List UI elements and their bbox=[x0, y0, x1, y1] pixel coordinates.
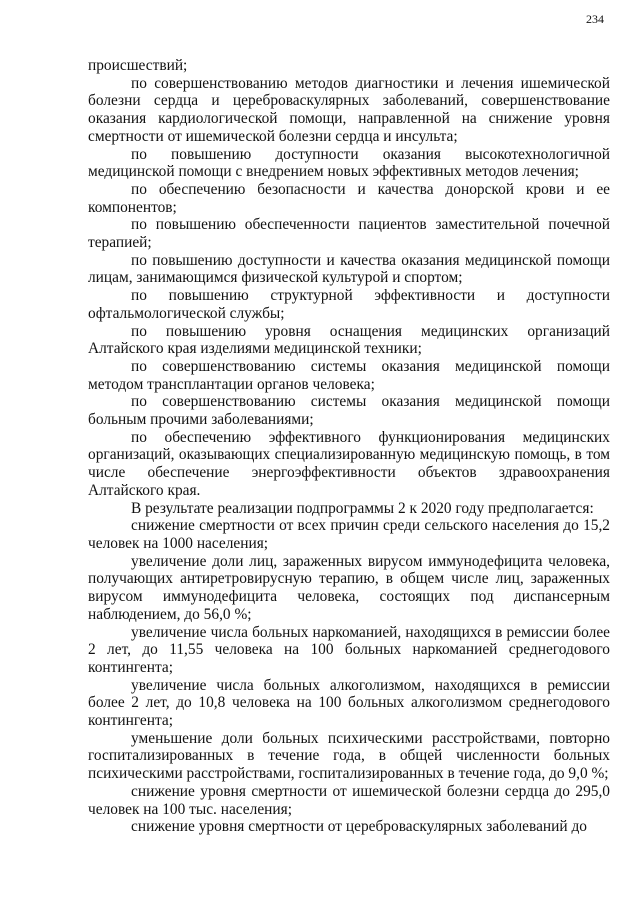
paragraph: увеличение числа больных наркоманией, находящихся в ремиссии более 2 лет, до 11,55 человека на 100 больных наркоманией среднегодового контингента; bbox=[88, 623, 610, 676]
paragraph: снижение смертности от всех причин среди сельского населения до 15,2 человек на 1000 населения; bbox=[88, 517, 610, 552]
page-body-text bbox=[88, 57, 610, 836]
paragraph: по повышению обеспеченности пациентов заместительной почечной терапией; bbox=[88, 216, 610, 252]
paragraph: по повышению уровня оснащения медицинских организаций Алтайского края изделиями медицинской техники; bbox=[88, 322, 610, 358]
paragraph: по обеспечению эффективного функционирования медицинских организаций, оказывающих специализированную медицинскую помощь, в том числе обеспечение энергоэффективности объектов здравоохранения Алтайского края. bbox=[88, 428, 610, 499]
paragraph: увеличение доли лиц, зараженных вирусом иммунодефицита человека, получающих антиретровирусную терапию, в общем числе лиц, зараженных вирусом иммунодефицита человека, состоящих под диспансерным наблюдением, до 56,0 %; bbox=[88, 552, 610, 623]
paragraph: В результате реализации подпрограммы 2 к 2020 году предполагается: bbox=[131, 499, 594, 517]
page-number: 234 bbox=[586, 12, 604, 26]
paragraph: снижение уровня смертности от ишемической болезни сердца до 295,0 человек на 100 тыс. населения; bbox=[88, 782, 610, 818]
paragraph: происшествий; bbox=[88, 57, 188, 74]
paragraph: по совершенствованию системы оказания медицинской помощи методом трансплантации органов человека; bbox=[88, 357, 610, 393]
paragraph: по повышению доступности и качества оказания медицинской помощи лицам, занимающимся физической культурой и спортом; bbox=[88, 251, 610, 287]
paragraph: увеличение числа больных алкоголизмом, находящихся в ремиссии более 2 лет, до 10,8 человека на 100 больных алкоголизмом среднегодового контингента; bbox=[88, 676, 610, 730]
paragraph: по совершенствованию методов диагностики и лечения ишемической болезни сердца и цереброваскулярных заболеваний, совершенствование оказания кардиологической помощи, направленной на снижение уровня смертности от ишемической болезни сердца и инсульта; bbox=[88, 74, 610, 145]
paragraph: по повышению структурной эффективности и доступности офтальмологической службы; bbox=[88, 287, 610, 322]
paragraph: снижение уровня смертности от цереброваскулярных заболеваний до bbox=[131, 818, 587, 836]
paragraph: по совершенствованию системы оказания медицинской помощи больным прочими заболеваниями; bbox=[88, 393, 610, 429]
paragraph: уменьшение доли больных психическими расстройствами, повторно госпитализированных в течение года, в общей численности больных психическими расстройствами, госпитализированных в течение года, до 9,0 %; bbox=[88, 729, 610, 783]
paragraph: по повышению доступности оказания высокотехнологичной медицинской помощи с внедрением новых эффективных методов лечения; bbox=[88, 145, 610, 181]
paragraph: по обеспечению безопасности и качества донорской крови и ее компонентов; bbox=[88, 180, 610, 216]
